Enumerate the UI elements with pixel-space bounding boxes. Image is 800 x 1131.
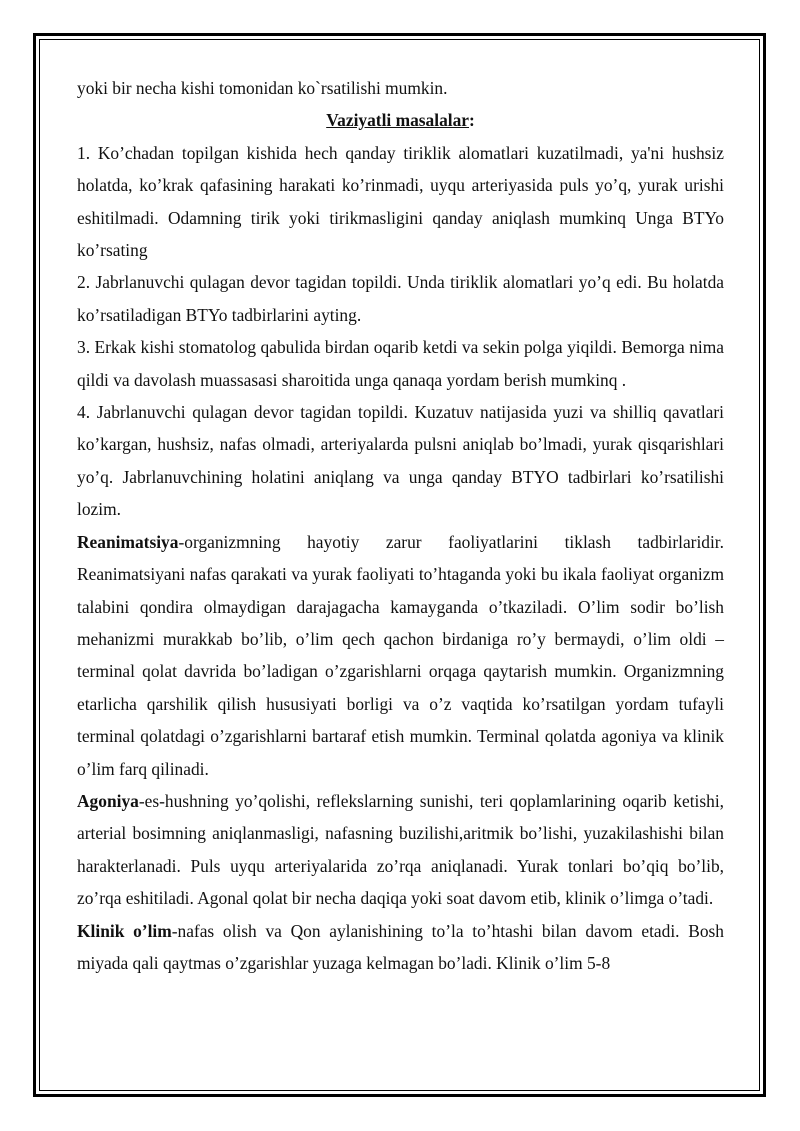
task-item: 2. Jabrlanuvchi qulagan devor tagidan topildi. Unda tiriklik alomatlari yo’q edi. Bu holatda ko’rsatiladigan BTYo tadbirlarini ayting. (77, 272, 724, 325)
section-heading-suffix: : (469, 110, 475, 131)
task-item: 1. Ko’chadan topilgan kishida hech qanday tiriklik alomatlari kuzatilmadi, ya'ni hushsiz holatda, ko’krak qafasining harakati ko’rinmadi, uyqu arteriyasida puls yo’q, yurak urishi eshitilmadi. Odamning tirik yoki tirikmasligini qanday aniqlash mumkinq Unga BTYo ko’rsating (77, 142, 724, 261)
task-item: 4. Jabrlanuvchi qulagan devor tagidan topildi. Kuzatuv natijasida yuzi va shilliq qavatlari ko’kargan, hushsiz, nafas olmadi, arteriyalarda pulsni aniqlab bo’lmadi, yurak qisqarishlari yo’q. Jabrlanuvchining holatini aniqlang va unga qanday BTYO tadbirlari ko’rsatilishi lozim. (77, 402, 724, 520)
definition-text: -organizmning hayotiy zarur faoliyatlarini tiklash tadbirlaridir. Reanimatsiyani nafas qarakati va yurak faoliyati to’htaganda yoki bu ikala faoliyat organizm talabini qondira olmaydigan darajagacha kamayganda o’tkaziladi. O’lim sodir bo’lish mehanizmi murakkab bo’lib, o’lim qech qachon birdaniga ro’y bermaydi, o’lim oldi –terminal qolat davrida bo’ladigan o’zgarishlarni orqaga qaytarish mumkin. Organizmning etarlicha qarshilik qilish hususiyati borligi va o’z vaqtida ko’rsatilgan yordam tufayli terminal qolatdagi o’zgarishlarni bartaraf etish mumkin. Terminal qolatda agoniya va klinik o’lim farq qilinadi. (77, 531, 724, 779)
definition-term: Klinik o’lim (77, 920, 172, 941)
section-heading-text: Vaziyatli masalalar (326, 110, 470, 131)
definition-paragraph (77, 915, 724, 980)
task-item: 3. Erkak kishi stomatolog qabulida birdan oqarib ketdi va sekin polga yiqildi. Bemorga nima qildi va davolash muassasasi sharoitida unga qanaqa yordam berish mumkinq . (77, 337, 724, 390)
intro-line: yoki bir necha kishi tomonidan ko`rsatilishi mumkin. (77, 78, 448, 98)
section-heading (77, 104, 724, 136)
definition-text: -es-hushning yo’qolishi, reflekslarning sunishi, teri qoplamlarining oqarib ketishi, arterial bosimning aniqlanmasligi, nafasning buzilishi,aritmik bo’lishi, yuzakilashishi bilan harakterlanadi. Puls uyqu arteriyalarida zo’rqa aniqlanadi. Yurak tonlari bo’qiq bo’lib, zo’rqa eshitiladi. Agonal qolat bir necha daqiqa yoki soat davom etib, klinik o’limga o’tadi. (77, 790, 724, 909)
definition-term: Reanimatsiya (77, 531, 179, 552)
definition-term: Agoniya (77, 790, 139, 811)
definition-paragraph (77, 785, 724, 915)
definition-text: -nafas olish va Qon aylanishining to’la to’htashi bilan davom etadi. Bosh miyada qali qaytmas o’zgarishlar yuzaga kelmagan bo’ladi. Klinik o’lim 5-8 (77, 920, 724, 973)
definition-paragraph (77, 526, 724, 785)
document-body (77, 72, 724, 979)
